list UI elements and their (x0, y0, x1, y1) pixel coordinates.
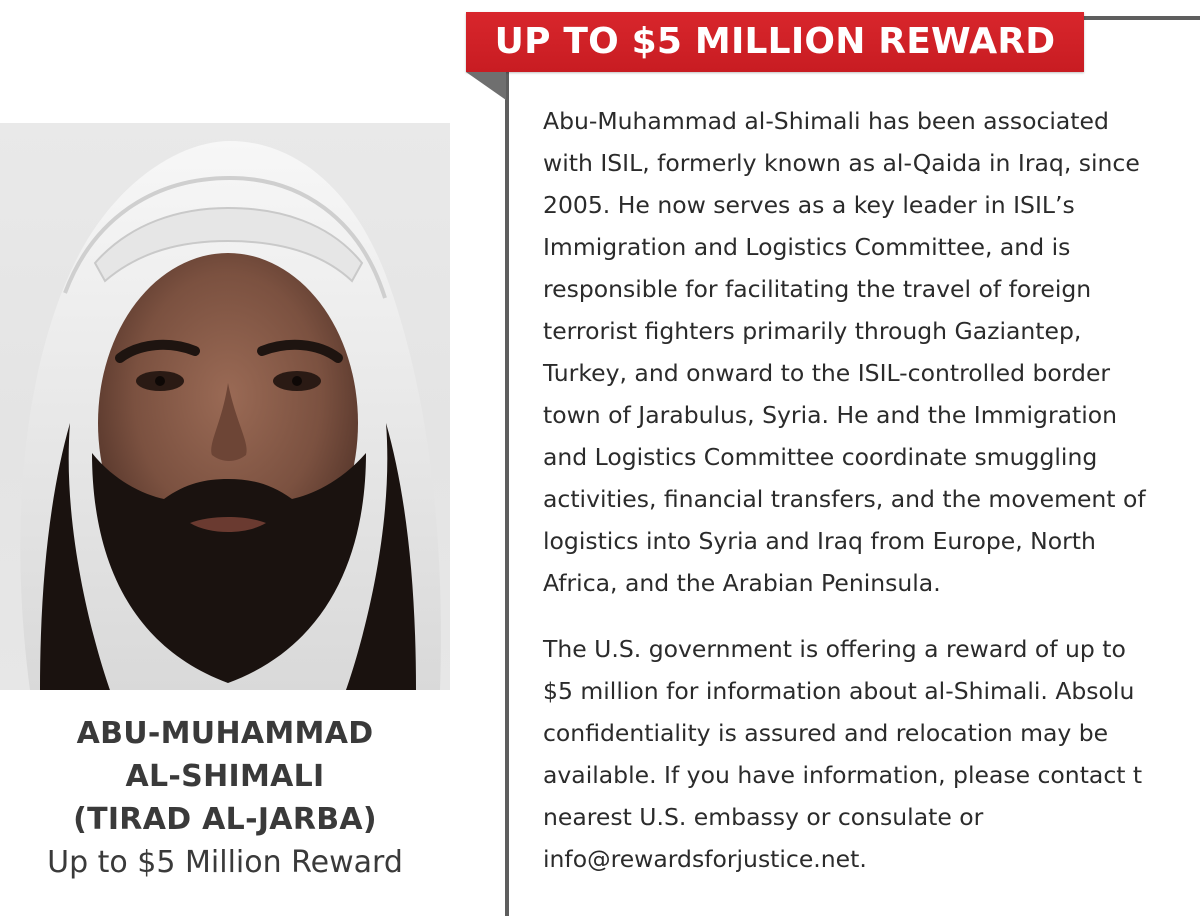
reward-banner: UP TO $5 MILLION REWARD (466, 12, 1084, 72)
subject-caption (0, 712, 450, 884)
text-line: town of Jarabulus, Syria. He and the Immigration (543, 401, 1118, 429)
reward-paragraph (543, 628, 1200, 880)
text-line: available. If you have information, please contact t (543, 761, 1143, 789)
banner-fold-shape (466, 72, 506, 100)
text-line: activities, financial transfers, and the movement of (543, 485, 1146, 513)
text-line: with ISIL, formerly known as al-Qaida in Iraq, since (543, 149, 1140, 177)
description-paragraph (543, 100, 1200, 604)
text-line: Africa, and the Arabian Peninsula. (543, 569, 941, 597)
text-line: 2005. He now serves as a key leader in ISIL’s (543, 191, 1075, 219)
portrait-photo (0, 123, 450, 690)
subject-name-line-2: AL-SHIMALI (125, 759, 325, 794)
text-line: terrorist fighters primarily through Gaziantep, (543, 317, 1082, 345)
subject-name-line-1: ABU-MUHAMMAD (76, 716, 374, 751)
text-line: The U.S. government is offering a reward of up to (543, 635, 1126, 663)
portrait-icon (0, 123, 450, 690)
text-line: responsible for facilitating the travel of foreign (543, 275, 1092, 303)
text-line: Immigration and Logistics Committee, and is (543, 233, 1071, 261)
info-body (543, 100, 1200, 880)
text-line: confidentiality is assured and relocation may be (543, 719, 1109, 747)
text-line: logistics into Syria and Iraq from Europe, North (543, 527, 1096, 555)
contact-email: info@rewardsforjustice.net. (543, 845, 867, 873)
subject-alias: (TIRAD AL-JARBA) (73, 802, 377, 837)
text-line: nearest U.S. embassy or consulate or (543, 803, 984, 831)
text-line: Turkey, and onward to the ISIL-controlled border (543, 359, 1111, 387)
caption-reward-line: Up to $5 Million Reward (47, 845, 403, 880)
text-line: and Logistics Committee coordinate smuggling (543, 443, 1098, 471)
text-line: Abu-Muhammad al-Shimali has been associated (543, 107, 1109, 135)
text-line: $5 million for information about al-Shimali. Absolu (543, 677, 1135, 705)
